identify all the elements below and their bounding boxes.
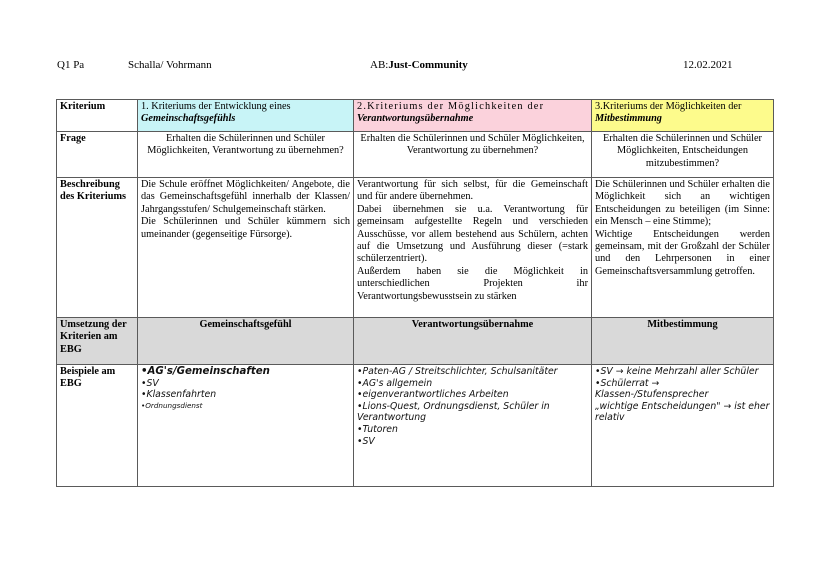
example-item: •eigenverantwortliches Arbeiten xyxy=(357,389,509,401)
description-cell xyxy=(592,178,774,318)
example-item: •AG's allgemein xyxy=(357,377,433,389)
row-label-frage: Frage xyxy=(57,132,138,178)
criterion-heading-text: 1. Kriteriums der Entwicklung eines xyxy=(141,101,291,112)
examples-cell xyxy=(138,365,354,487)
example-item: •Paten-AG / Streitschlichter, Schulsanitäter xyxy=(357,366,558,377)
description-paragraph: Verantwortung für sich selbst, für die Gemeinschaft und für andere übernehmen. xyxy=(357,179,588,203)
description-cell xyxy=(354,178,592,318)
row-label-kriterium: Kriterium xyxy=(57,100,138,132)
description-paragraph: Die Schülerinnen und Schüler kümmern sich umeinander (gegenseitige Fürsorge). xyxy=(141,216,350,240)
example-item: •Lions-Quest, Ordnungsdienst, Schüler in Verantwortung xyxy=(357,400,550,424)
criterion-heading-2 xyxy=(354,100,592,132)
example-item: •SV → keine Mehrzahl aller Schüler xyxy=(595,366,759,377)
implementation-title: Verantwortungsübernahme xyxy=(354,318,592,365)
example-item: •SV xyxy=(141,377,159,389)
question-cell: Erhalten die Schülerinnen und Schüler Möglichkeiten, Verantwortung zu übernehmen? xyxy=(138,132,354,178)
criterion-name: Gemeinschaftsgefühls xyxy=(141,113,236,125)
table-row-umsetzung xyxy=(57,318,774,365)
description-paragraph: Außerdem haben sie die Möglichkeit in unterschiedlichen Projekten ihr Verantwortungsbewusstsein zu stärken xyxy=(357,265,588,302)
row-label-beschreibung: Beschreibung des Kriteriums xyxy=(57,178,138,318)
example-item: •Ordnungsdienst xyxy=(141,400,203,410)
example-item: •Schülerrat → Klassen-/Stufensprecher xyxy=(595,377,709,401)
criterion-heading-1 xyxy=(138,100,354,132)
table-row-beschreibung xyxy=(57,178,774,318)
question-cell: Erhalten die Schülerinnen und Schüler Möglichkeiten, Verantwortung zu übernehmen? xyxy=(354,132,592,178)
implementation-title: Gemeinschaftsgefühl xyxy=(138,318,354,365)
example-item: „wichtige Entscheidungen" → ist eher relativ xyxy=(595,400,770,424)
description-paragraph: Wichtige Entscheidungen werden gemeinsam, mit der Großzahl der Schüler und den Lehrpersonen in einer Gemeinschaftsversammlung getroffen. xyxy=(595,228,770,277)
example-item: •AG's/Gemeinschaften xyxy=(141,366,270,377)
date-label: 12.02.2021 xyxy=(683,59,733,71)
criterion-heading-3 xyxy=(592,100,774,132)
description-cell xyxy=(138,178,354,318)
table-row-kriterium xyxy=(57,100,774,132)
examples-cell xyxy=(354,365,592,487)
criterion-name: Mitbestimmung xyxy=(595,113,662,125)
course-label: Q1 Pa xyxy=(57,59,85,71)
criterion-heading-text: 2.Kriteriums der Möglichkeiten der xyxy=(357,101,545,112)
examples-cell xyxy=(592,365,774,487)
criterion-heading-text: 3.Kriteriums der Möglichkeiten der xyxy=(595,101,742,112)
description-paragraph: Die Schule eröffnet Möglichkeiten/ Angebote, die das Gemeinschaftsgefühl innerhalb der Klassen/ Jahrgangsstufen/ Schulgemeinschaft stärken. xyxy=(141,179,350,215)
implementation-title: Mitbestimmung xyxy=(592,318,774,365)
example-item: •Klassenfahrten xyxy=(141,389,217,401)
example-item: •Tutoren xyxy=(357,423,398,435)
row-label-beispiele: Beispiele am EBG xyxy=(57,365,138,487)
criteria-table xyxy=(56,99,774,487)
description-paragraph: Dabei übernehmen sie u.a. Verantwortung für gemeinsam aufgestellte Regeln und verschieden Ausschüsse, vor allem bestehend aus Schülern, achten auf die Umsetzung und Ausführung dieser (=stark schülerzentriert). xyxy=(357,203,588,265)
teachers-label: Schalla/ Vohrmann xyxy=(128,59,212,71)
sheet-title-text: Just-Community xyxy=(388,59,468,71)
sheet-prefix: AB: xyxy=(370,59,389,71)
sheet-title xyxy=(370,59,468,71)
question-cell: Erhalten die Schülerinnen und Schüler Möglichkeiten, Entscheidungen mitzubestimmen? xyxy=(592,132,774,178)
table-row-frage xyxy=(57,132,774,178)
description-paragraph: Die Schülerinnen und Schüler erhalten die Möglichkeit sich an wichtigen Entscheidungen zu beteiligen (im Sinne: ein Mensch – eine Stimme); xyxy=(595,179,770,228)
table-row-beispiele xyxy=(57,365,774,487)
row-label-umsetzung: Umsetzung der Kriterien am EBG xyxy=(57,318,138,365)
criterion-name: Verantwortungsübernahme xyxy=(357,113,474,125)
example-item: •SV xyxy=(357,435,375,447)
page-header xyxy=(0,59,828,73)
